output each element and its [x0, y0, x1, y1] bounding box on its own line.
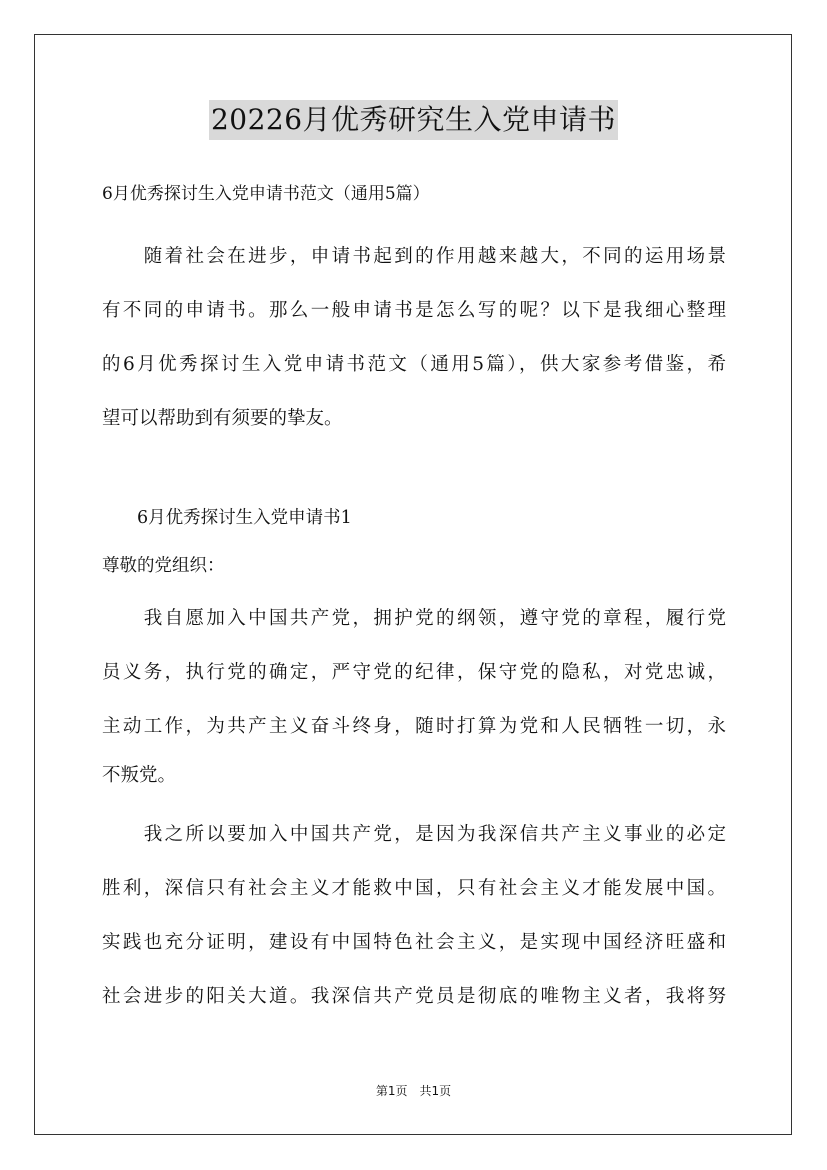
intro-line: 的6月优秀探讨生入党申请书范文（通用5篇），供大家参考借鉴，希: [102, 354, 726, 375]
paragraph-line: 不叛党。: [102, 765, 177, 786]
paragraph-line: 主动工作，为共产主义奋斗终身，随时打算为党和人民牺牲一切，永: [102, 716, 726, 737]
spacer: [102, 446, 726, 492]
intro-line: 随着社会在进步，申请书起到的作用越来越大，不同的运用场景: [102, 246, 726, 267]
title-wrap: [0, 100, 827, 140]
paragraph-line: 社会进步的阳关大道。我深信共产党员是彻底的唯物主义者，我将努: [102, 986, 726, 1007]
paragraph-line: 员义务，执行党的确定，严守党的纪律，保守党的隐私，对党忠诚，: [102, 662, 726, 683]
paragraph-line: 实践也充分证明，建设有中国特色社会主义，是实现中国经济旺盛和: [102, 932, 726, 953]
paragraph-line: 我之所以要加入中国共产党，是因为我深信共产主义事业的必定: [102, 824, 726, 845]
intro-line: 有不同的申请书。那么一般申请书是怎么写的呢？以下是我细心整理: [102, 300, 726, 321]
intro-line: 望可以帮助到有须要的挚友。: [102, 408, 343, 429]
intro-paragraph: [102, 230, 726, 446]
page-footer: 第1页 共1页: [375, 1084, 452, 1098]
paragraph-1: [102, 592, 726, 798]
document-body: [102, 176, 726, 1024]
document-title: 20226月优秀研究生入党申请书: [209, 100, 618, 140]
salutation: 尊敬的党组织：: [102, 556, 225, 576]
paragraph-2: [102, 808, 726, 1024]
section-heading: 6月优秀探讨生入党申请书1: [102, 508, 352, 528]
paragraph-line: 胜利，深信只有社会主义才能救中国，只有社会主义才能发展中国。: [102, 878, 726, 899]
document-subtitle: 6月优秀探讨生入党申请书范文（通用5篇）: [102, 184, 430, 204]
paragraph-line: 我自愿加入中国共产党，拥护党的纲领，遵守党的章程，履行党: [102, 608, 726, 629]
